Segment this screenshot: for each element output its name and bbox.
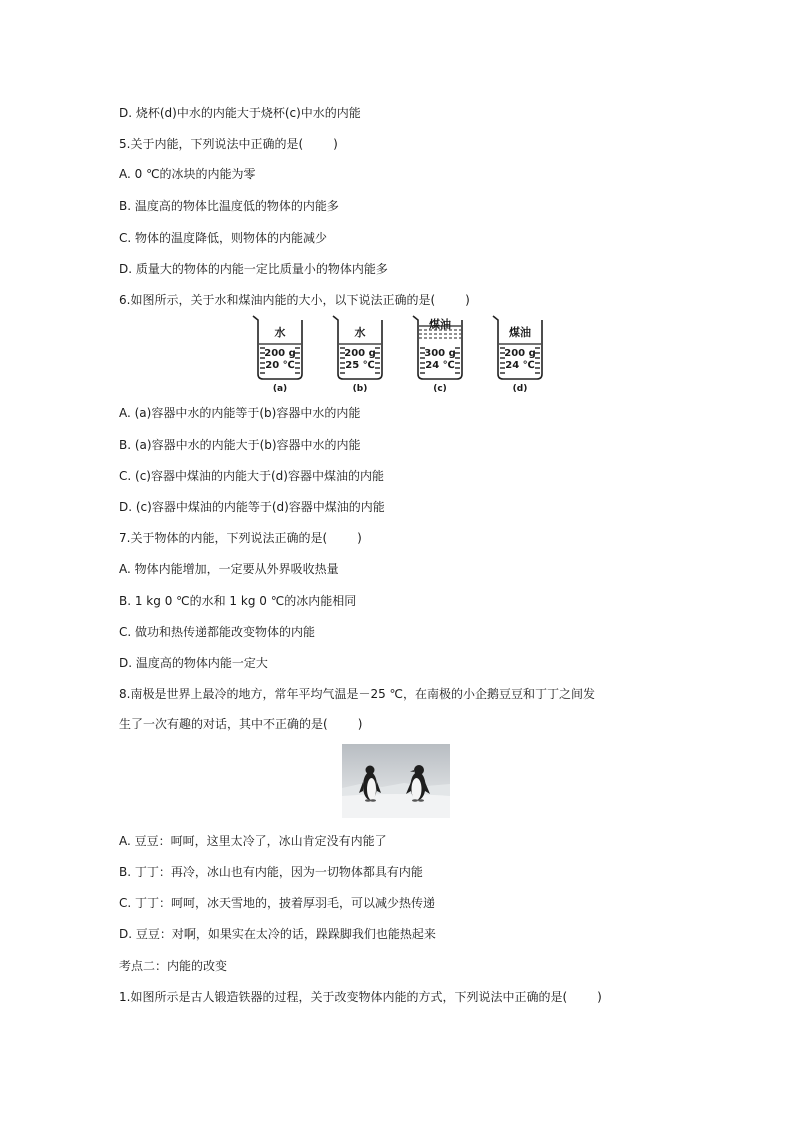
beaker-a-tag: (a) bbox=[272, 384, 288, 394]
q8-option-d: D. 豆豆：对啊，如果实在太冷的话，跺跺脚我们也能热起来 bbox=[119, 927, 436, 941]
beaker-a-name: 水 bbox=[274, 326, 286, 339]
q8-option-b: B. 丁丁：再冷，冰山也有内能，因为一切物体都具有内能 bbox=[119, 865, 423, 879]
beaker-b-mass: 200 g bbox=[344, 348, 376, 359]
q5-option-b: B. 温度高的物体比温度低的物体的内能多 bbox=[119, 199, 339, 213]
q7-option-a: A. 物体内能增加，一定要从外界吸收热量 bbox=[119, 562, 339, 576]
beaker-b-tag: (b) bbox=[352, 384, 368, 394]
beaker-d-tag: (d) bbox=[512, 384, 528, 394]
q7-option-d: D. 温度高的物体内能一定大 bbox=[119, 656, 268, 670]
beaker-c bbox=[410, 312, 470, 398]
q6-option-d: D. (c)容器中煤油的内能等于(d)容器中煤油的内能 bbox=[119, 500, 385, 514]
beaker-b bbox=[330, 312, 390, 398]
s2-q1-stem: 1.如图所示是古人锻造铁器的过程，关于改变物体内能的方式，下列说法中正确的是( ) bbox=[119, 990, 602, 1004]
section-heading-2: 考点二：内能的改变 bbox=[119, 959, 228, 973]
q6-option-a: A. (a)容器中水的内能等于(b)容器中水的内能 bbox=[119, 406, 361, 420]
q5-option-c: C. 物体的温度降低，则物体的内能减少 bbox=[119, 231, 328, 245]
beaker-a-mass: 200 g bbox=[264, 348, 296, 359]
beaker-d-mass: 200 g bbox=[504, 348, 536, 359]
q4-option-d: D. 烧杯(d)中水的内能大于烧杯(c)中水的内能 bbox=[119, 106, 361, 120]
beaker-c-name: 煤油 bbox=[429, 318, 451, 331]
beaker-b-name: 水 bbox=[354, 326, 366, 339]
beaker-d bbox=[490, 312, 550, 398]
q5-option-a: A. 0 ℃的冰块的内能为零 bbox=[119, 167, 256, 181]
q6-option-c: C. (c)容器中煤油的内能大于(d)容器中煤油的内能 bbox=[119, 469, 384, 483]
beaker-a bbox=[250, 312, 310, 398]
beaker-a-temp: 20 ℃ bbox=[265, 360, 295, 371]
q6-stem: 6.如图所示，关于水和煤油内能的大小，以下说法正确的是( ) bbox=[119, 293, 470, 307]
q7-option-c: C. 做功和热传递都能改变物体的内能 bbox=[119, 625, 316, 639]
q8-stem-line2: 生了一次有趣的对话，其中不正确的是( ) bbox=[119, 717, 363, 731]
penguins-photo bbox=[342, 744, 450, 818]
q8-option-a: A. 豆豆：呵呵，这里太冷了，冰山肯定没有内能了 bbox=[119, 834, 387, 848]
beaker-d-temp: 24 ℃ bbox=[505, 360, 535, 371]
q5-option-d: D. 质量大的物体的内能一定比质量小的物体内能多 bbox=[119, 262, 388, 276]
q6-option-b: B. (a)容器中水的内能大于(b)容器中水的内能 bbox=[119, 438, 361, 452]
q8-option-c: C. 丁丁：呵呵，冰天雪地的，披着厚羽毛，可以减少热传递 bbox=[119, 896, 436, 910]
beaker-b-temp: 25 ℃ bbox=[345, 360, 375, 371]
q5-stem: 5.关于内能，下列说法中正确的是( ) bbox=[119, 137, 338, 151]
q6-beaker-figure bbox=[250, 312, 550, 402]
beaker-d-name: 煤油 bbox=[509, 326, 531, 339]
beaker-c-temp: 24 ℃ bbox=[425, 360, 455, 371]
q7-stem: 7.关于物体的内能，下列说法正确的是( ) bbox=[119, 531, 362, 545]
q8-stem-line1: 8.南极是世界上最冷的地方，常年平均气温是－25 ℃，在南极的小企鹅豆豆和丁丁之间发 bbox=[119, 687, 596, 701]
beaker-c-mass: 300 g bbox=[424, 348, 456, 359]
q7-option-b: B. 1 kg 0 ℃的水和 1 kg 0 ℃的冰内能相同 bbox=[119, 594, 357, 608]
beaker-c-tag: (c) bbox=[433, 384, 447, 394]
